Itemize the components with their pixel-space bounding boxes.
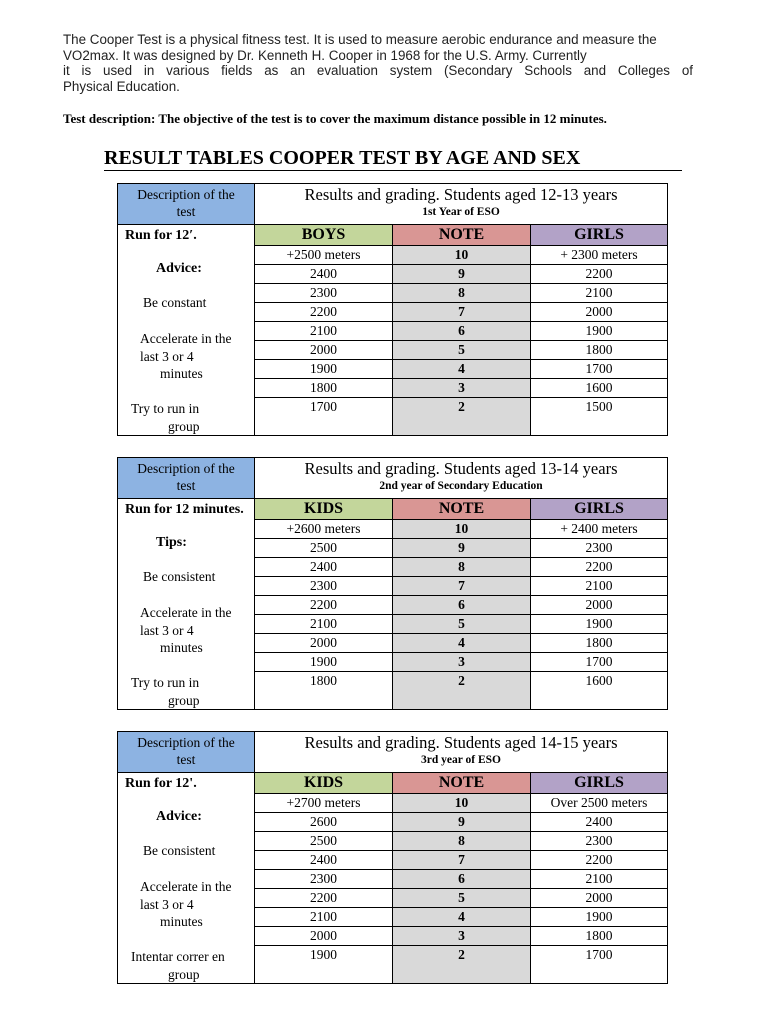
table-row [255,322,667,341]
boys-value: 2500 [255,832,393,850]
description-cell [118,458,255,498]
table-row [255,946,667,983]
description-label: Description of the [137,461,235,476]
table-body [117,225,668,436]
note-value: 9 [393,813,531,831]
girls-value: 1700 [585,361,613,376]
table-body [117,773,668,984]
tip-text: Be consistent [143,569,216,584]
boys-value: +2500 meters [255,246,393,264]
note-value: 9 [393,539,531,557]
description-label: test [176,204,196,219]
table-row [255,303,667,322]
advice-column [118,225,255,435]
table-body [117,499,668,710]
column-header: GIRLS [531,225,667,245]
boys-value: 2200 [255,596,393,614]
tip-text [140,604,255,657]
boys-value: 1900 [255,653,393,671]
note-value: 4 [393,634,531,652]
description-cell [118,184,255,224]
tip-text [140,878,255,931]
note-value: 9 [393,265,531,283]
tip-line: Try to run in [131,675,200,690]
girls-value: 1600 [585,673,613,688]
boys-value: 2300 [255,284,393,302]
grade-grid [255,773,667,983]
table-row [255,634,667,653]
table-header [117,183,668,225]
boys-value: 2400 [255,558,393,576]
intro-line: The Cooper Test is a physical fitness test. It is used to measure aerobic endurance and measure the [63,32,657,47]
table-subtitle: 2nd year of Secondary Education [379,480,543,492]
boys-value: 2400 [255,851,393,869]
boys-value: 2000 [255,341,393,359]
note-value: 7 [393,851,531,869]
table-row [255,889,667,908]
boys-value: 1900 [255,946,393,983]
boys-value: 2400 [255,265,393,283]
girls-value: 1900 [585,323,613,338]
boys-value: 2100 [255,322,393,340]
girls-value: 2100 [585,871,613,886]
column-headers [255,773,667,794]
girls-value: 1900 [585,616,613,631]
column-header: GIRLS [531,499,667,519]
table-row [255,927,667,946]
description-label: test [176,752,196,767]
boys-value: 2300 [255,870,393,888]
tip-text [140,330,255,383]
tip-line: group [168,693,200,708]
column-header: GIRLS [531,773,667,793]
table-row [255,672,667,709]
girls-value: 2100 [585,285,613,300]
column-header: KIDS [255,499,393,519]
girls-value: 1600 [585,380,613,395]
note-value: 6 [393,322,531,340]
intro-line: it is used in various fields as an evaluation system (Secondary Schools and Colleges of [63,63,693,79]
description-label: Description of the [137,735,235,750]
girls-value: 1700 [585,654,613,669]
girls-value: 2200 [585,852,613,867]
tip-line: last 3 or 4 [140,348,194,364]
girls-value: 2000 [585,890,613,905]
table-row [255,284,667,303]
table-row [255,539,667,558]
tip-line: Accelerate in the [140,879,232,894]
girls-value: 2000 [585,304,613,319]
table-row [255,341,667,360]
boys-value: 2000 [255,927,393,945]
run-label: Run for 12′. [125,228,197,243]
grade-grid [255,225,667,435]
tip-line: minutes [160,914,203,929]
table-row [255,558,667,577]
column-headers [255,225,667,246]
run-label: Run for 12 minutes. [125,502,244,517]
intro-line: Physical Education. [63,78,180,94]
table-row [255,813,667,832]
girls-value: 1900 [585,909,613,924]
results-cell [255,732,667,772]
tip-text: Be constant [143,295,207,310]
girls-value: + 2300 meters [560,247,638,262]
result-table [117,183,668,436]
girls-value: 1500 [585,399,613,414]
page-title: RESULT TABLES COOPER TEST BY AGE AND SEX [104,146,682,171]
boys-value: 2100 [255,615,393,633]
note-value: 5 [393,889,531,907]
note-value: 8 [393,832,531,850]
girls-value: 2300 [585,540,613,555]
note-value: 10 [393,246,531,264]
table-subtitle: 3rd year of ESO [421,754,501,766]
boys-value: 1800 [255,379,393,397]
advice-heading: Advice: [156,809,202,824]
test-description: Test description: The objective of the test is to cover the maximum distance possible in 12 minutes. [63,111,607,126]
girls-value: 1800 [585,635,613,650]
table-header [117,457,668,499]
girls-value: 2000 [585,597,613,612]
column-header: KIDS [255,773,393,793]
tip-text [131,400,249,436]
tip-line: Try to run in [131,401,200,416]
boys-value: +2600 meters [255,520,393,538]
tip-line: group [168,967,200,982]
table-row [255,577,667,596]
tip-text [131,674,249,710]
note-value: 10 [393,520,531,538]
intro-paragraph [63,32,693,94]
tip-line: Intentar correr en [131,949,225,964]
tip-line: last 3 or 4 [140,896,194,912]
description-label: Description of the [137,187,235,202]
table-title: Results and grading. Students aged 14-15 years [304,733,618,752]
note-value: 2 [393,398,531,435]
note-value: 2 [393,672,531,709]
boys-value: 2100 [255,908,393,926]
tip-line: minutes [160,366,203,381]
table-row [255,246,667,265]
tip-line: last 3 or 4 [140,622,194,638]
tip-line: minutes [160,640,203,655]
tip-line: Accelerate in the [140,605,232,620]
table-title: Results and grading. Students aged 12-13 years [304,185,618,204]
tip-text: Be consistent [143,843,216,858]
boys-value: +2700 meters [255,794,393,812]
note-value: 5 [393,341,531,359]
table-row [255,398,667,435]
note-value: 4 [393,360,531,378]
note-value: 6 [393,870,531,888]
advice-heading: Advice: [156,261,202,276]
girls-value: + 2400 meters [560,521,638,536]
note-value: 4 [393,908,531,926]
advice-column [118,499,255,709]
table-row [255,520,667,539]
boys-value: 1700 [255,398,393,435]
boys-value: 1900 [255,360,393,378]
boys-value: 2200 [255,303,393,321]
description-cell [118,732,255,772]
note-value: 7 [393,303,531,321]
advice-heading: Tips: [156,535,187,550]
results-cell [255,184,667,224]
note-value: 7 [393,577,531,595]
tip-line: Accelerate in the [140,331,232,346]
girls-value: 2100 [585,578,613,593]
table-row [255,360,667,379]
note-value: 6 [393,596,531,614]
advice-column [118,773,255,983]
column-header: NOTE [393,225,531,245]
boys-value: 2600 [255,813,393,831]
result-table [117,731,668,984]
table-row [255,794,667,813]
note-value: 5 [393,615,531,633]
table-row [255,832,667,851]
table-row [255,379,667,398]
result-table [117,457,668,710]
girls-value: 2200 [585,266,613,281]
boys-value: 2000 [255,634,393,652]
tip-line: group [168,419,200,434]
note-value: 8 [393,284,531,302]
note-value: 3 [393,927,531,945]
girls-value: Over 2500 meters [550,795,648,810]
girls-value: 2200 [585,559,613,574]
girls-value: 1700 [585,947,613,962]
note-value: 3 [393,379,531,397]
results-cell [255,458,667,498]
boys-value: 2300 [255,577,393,595]
table-row [255,265,667,284]
table-row [255,596,667,615]
girls-value: 1800 [585,928,613,943]
boys-value: 2500 [255,539,393,557]
grade-grid [255,499,667,709]
table-header [117,731,668,773]
boys-value: 1800 [255,672,393,709]
column-headers [255,499,667,520]
table-row [255,615,667,634]
note-value: 8 [393,558,531,576]
table-row [255,851,667,870]
table-title: Results and grading. Students aged 13-14 years [304,459,618,478]
tip-text [131,948,249,984]
note-value: 3 [393,653,531,671]
girls-value: 1800 [585,342,613,357]
intro-line: VO2max. It was designed by Dr. Kenneth H. Cooper in 1968 for the U.S. Army. Currently [63,47,587,63]
table-subtitle: 1st Year of ESO [422,206,500,218]
girls-value: 2300 [585,833,613,848]
girls-value: 2400 [585,814,613,829]
table-row [255,653,667,672]
boys-value: 2200 [255,889,393,907]
column-header: BOYS [255,225,393,245]
column-header: NOTE [393,773,531,793]
note-value: 2 [393,946,531,983]
note-value: 10 [393,794,531,812]
column-header: NOTE [393,499,531,519]
description-label: test [176,478,196,493]
run-label: Run for 12'. [125,776,197,791]
table-row [255,908,667,927]
table-row [255,870,667,889]
